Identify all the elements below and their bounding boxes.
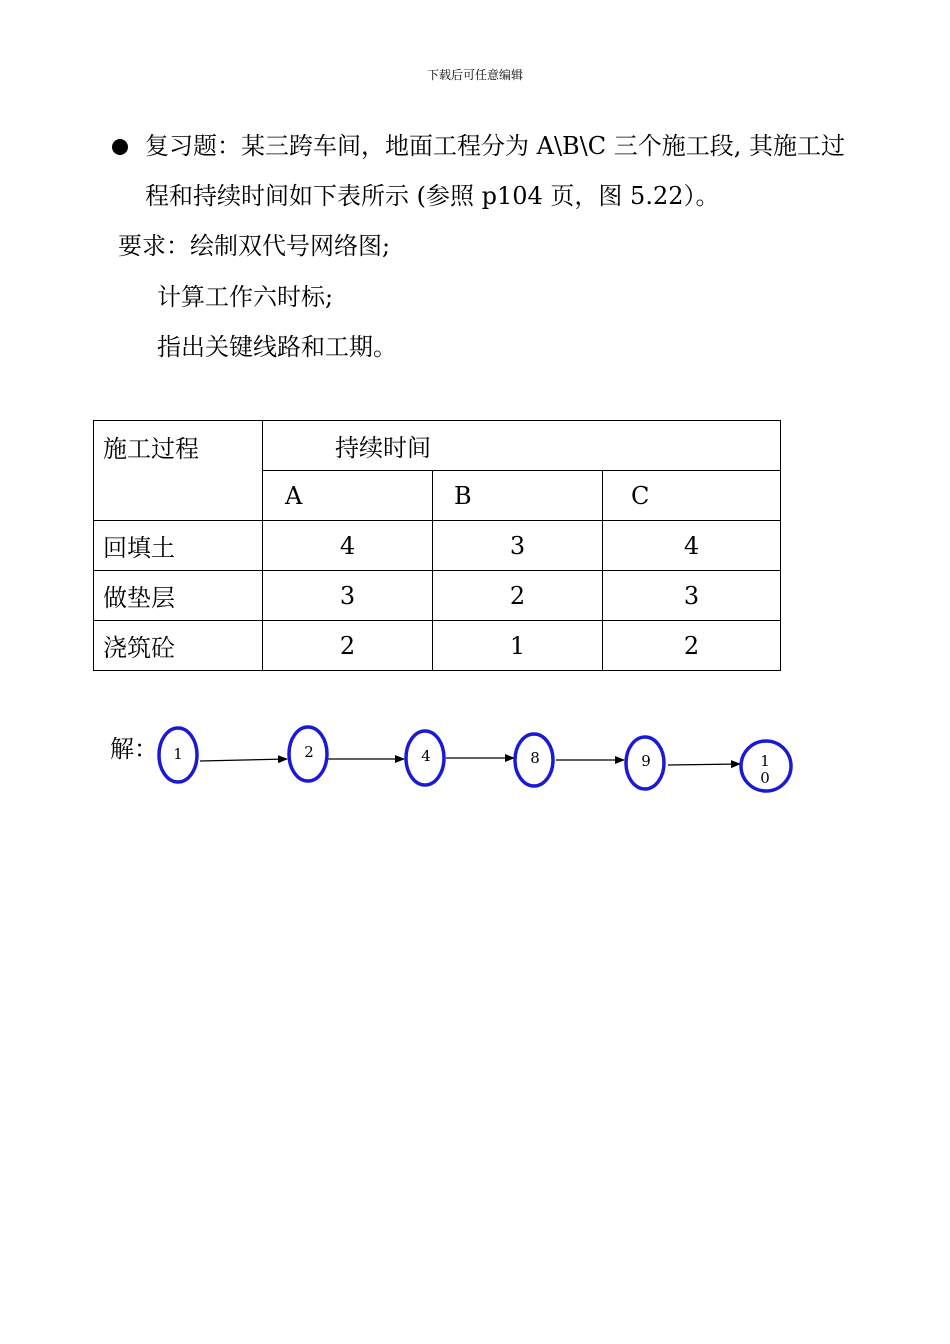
duration-cell: 2 bbox=[603, 621, 781, 671]
arrow-9-10 bbox=[668, 764, 740, 765]
network-node bbox=[741, 741, 791, 791]
duration-cell: 3 bbox=[263, 571, 433, 621]
table-row bbox=[94, 621, 781, 671]
duration-cell: 2 bbox=[263, 621, 433, 671]
network-node bbox=[515, 734, 553, 786]
node-label: 1 0 bbox=[760, 752, 770, 787]
requirement-line-1: 要求：绘制双代号网络图; bbox=[118, 232, 391, 260]
network-node bbox=[626, 737, 664, 789]
network-node bbox=[406, 731, 444, 785]
node-label: 4 bbox=[421, 747, 431, 765]
section-b-cell: B bbox=[433, 471, 603, 521]
node-label: 8 bbox=[530, 749, 540, 767]
section-c-cell: C bbox=[603, 471, 781, 521]
solution-label: 解： bbox=[110, 735, 158, 763]
node-label: 2 bbox=[304, 743, 314, 761]
process-cell: 浇筑砼 bbox=[94, 621, 263, 671]
arrow-1-2 bbox=[200, 759, 287, 761]
duration-cell: 3 bbox=[433, 521, 603, 571]
process-cell: 回填土 bbox=[94, 521, 263, 571]
header-duration-cell: 持续时间 bbox=[263, 421, 781, 471]
duration-cell: 4 bbox=[603, 521, 781, 571]
table-header-row bbox=[94, 421, 781, 471]
page-header: 下载后可任意编辑 bbox=[426, 68, 523, 82]
header-process-cell: 施工过程 bbox=[94, 421, 263, 521]
question-line-1: 复习题：某三跨车间，地面工程分为 A\B\C 三个施工段, 其施工过 bbox=[145, 132, 846, 160]
process-cell: 做垫层 bbox=[94, 571, 263, 621]
question-line-2: 程和持续时间如下表所示 (参照 p104 页，图 5.22）。 bbox=[145, 182, 720, 210]
duration-cell: 2 bbox=[433, 571, 603, 621]
node-label: 9 bbox=[641, 752, 651, 770]
requirement-line-2: 计算工作六时标; bbox=[157, 283, 334, 311]
section-a-cell: A bbox=[263, 471, 433, 521]
duration-cell: 4 bbox=[263, 521, 433, 571]
node-label: 1 bbox=[173, 745, 183, 763]
network-diagram bbox=[0, 700, 950, 820]
bullet-icon bbox=[112, 139, 128, 155]
requirement-line-3: 指出关键线路和工期。 bbox=[157, 333, 397, 361]
duration-cell: 1 bbox=[433, 621, 603, 671]
network-node bbox=[289, 727, 327, 781]
duration-table bbox=[93, 420, 781, 671]
table-row bbox=[94, 571, 781, 621]
network-node bbox=[159, 728, 197, 782]
duration-cell: 3 bbox=[603, 571, 781, 621]
table-row bbox=[94, 521, 781, 571]
